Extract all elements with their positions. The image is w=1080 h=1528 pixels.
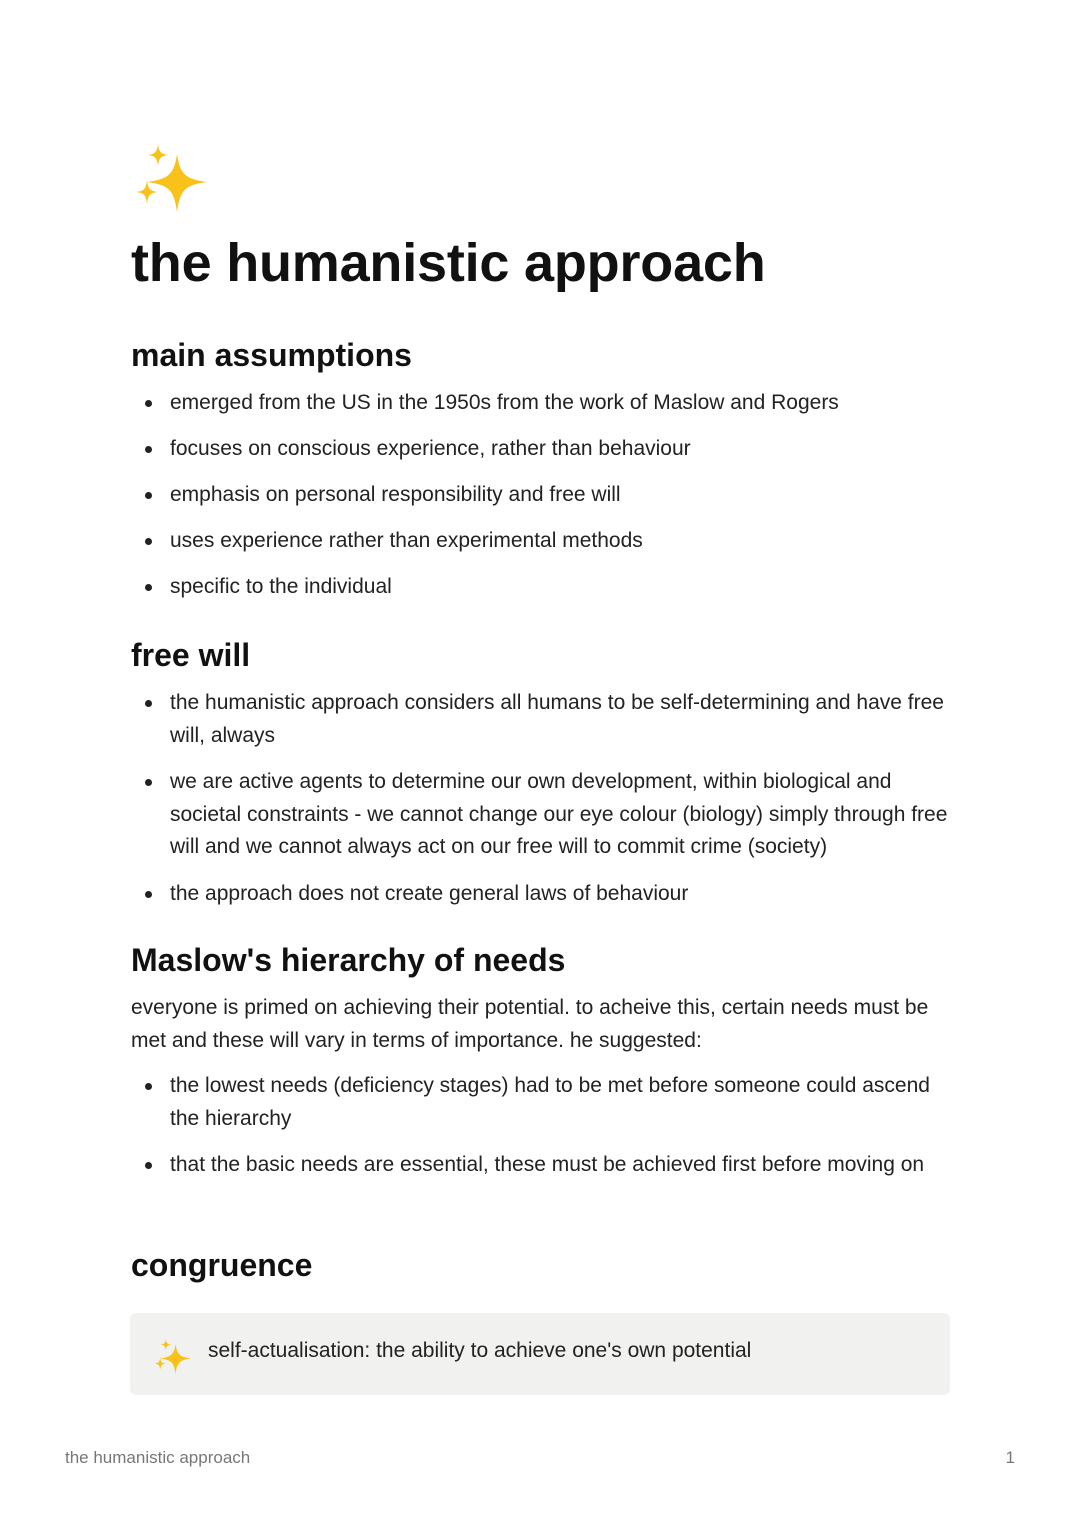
section-heading-free-will: free will — [131, 637, 251, 673]
list-item: the lowest needs (deficiency stages) had to be met before someone could ascend the hierarchy — [131, 1070, 951, 1135]
list-item: specific to the individual — [131, 571, 951, 604]
callout-box — [130, 1313, 950, 1395]
list-item: emerged from the US in the 1950s from the work of Maslow and Rogers — [131, 387, 951, 420]
page-title: the humanistic approach — [131, 233, 766, 293]
maslow-intro: everyone is primed on achieving their potential. to acheive this, certain needs must be met and these will vary in terms of importance. he suggested: — [131, 996, 929, 1052]
section-heading-maslow: Maslow's hierarchy of needs — [131, 942, 566, 978]
list-item: emphasis on personal responsibility and free will — [131, 479, 951, 512]
list-item: the humanistic approach considers all humans to be self-determining and have free will, always — [131, 687, 951, 752]
sparkles-icon — [131, 140, 213, 222]
section-heading-main-assumptions: main assumptions — [131, 337, 412, 373]
list-item: the approach does not create general laws of behaviour — [131, 878, 951, 911]
sparkles-icon — [152, 1337, 194, 1379]
list-item: that the basic needs are essential, these must be achieved first before moving on — [131, 1149, 951, 1182]
page-number: 1 — [1005, 1448, 1015, 1467]
maslow-list — [131, 1070, 951, 1182]
free-will-list — [131, 687, 951, 910]
list-item: focuses on conscious experience, rather than behaviour — [131, 433, 951, 466]
section-heading-congruence: congruence — [131, 1247, 313, 1283]
footer-title: the humanistic approach — [65, 1448, 251, 1467]
callout-text: self-actualisation: the ability to achieve one's own potential — [208, 1339, 752, 1362]
main-assumptions-list — [131, 387, 951, 604]
list-item: we are active agents to determine our own development, within biological and societal constraints - we cannot change our eye colour (biology) simply through free will and we cannot always act on our free will to commit crime (society) — [131, 766, 951, 864]
list-item: uses experience rather than experimental methods — [131, 525, 951, 558]
